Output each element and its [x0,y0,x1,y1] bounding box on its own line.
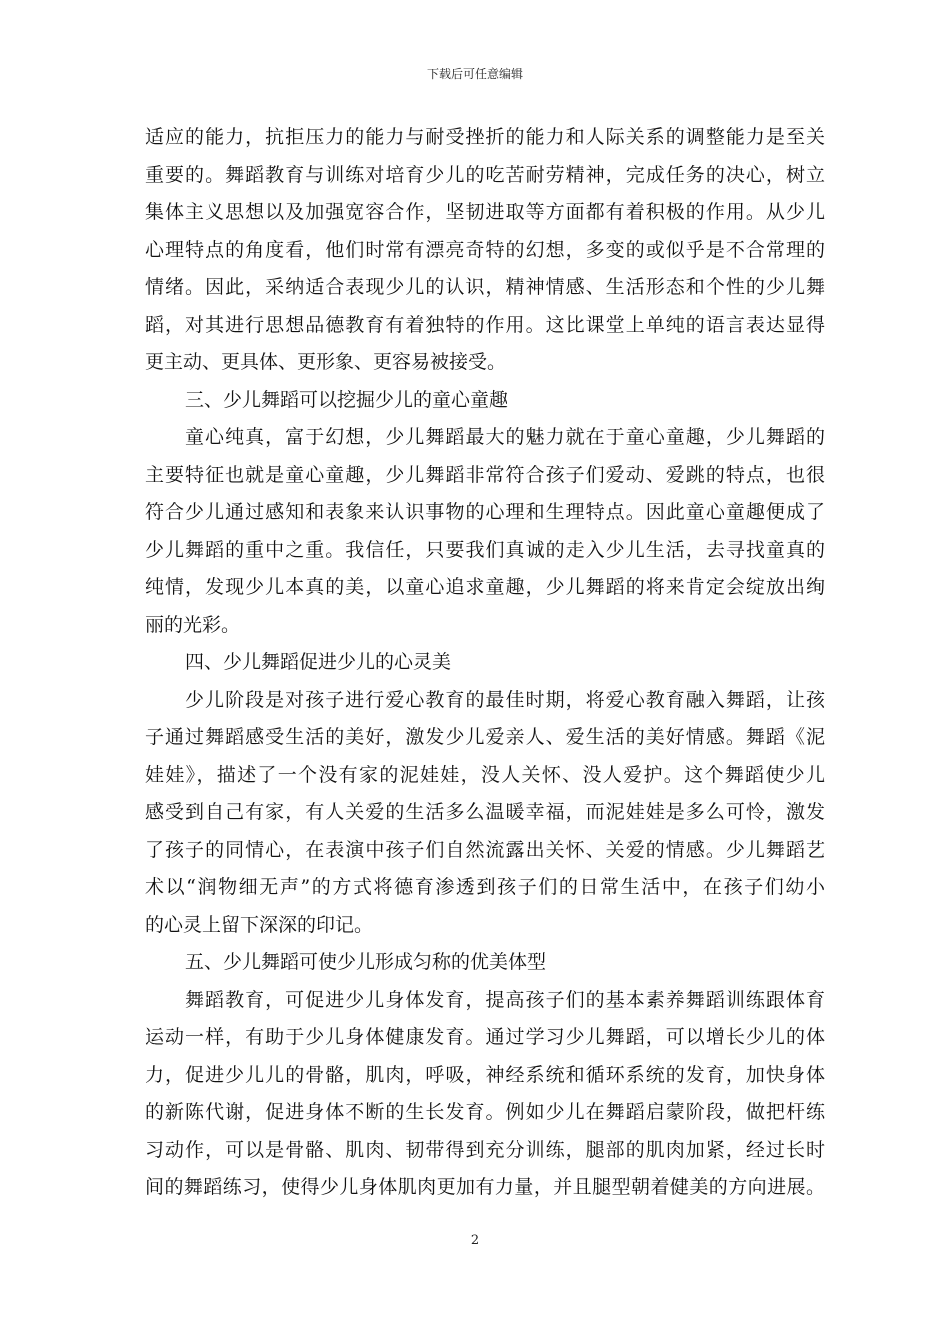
section-heading: 五、少儿舞蹈可使少儿形成匀称的优美体型 [185,951,547,973]
paragraph-line: 符合少儿通过感知和表象来认识事物的心理和生理特点。因此童心童趣便成了 [145,501,825,523]
paragraph-line: 术以“润物细无声”的方式将德育渗透到孩子们的日常生活中，在孩子们幼小 [145,876,825,898]
paragraph-line: 蹈，对其进行思想品德教育有着独特的作用。这比课堂上单纯的语言表达显得 [145,313,825,336]
paragraph-line: 力，促进少儿儿的骨骼，肌肉，呼吸，神经系统和循环系统的发育，加快身体 [145,1063,825,1086]
paragraph-line: 主要特征也就是童心童趣，少儿舞蹈非常符合孩子们爱动、爱跳的特点，也很 [145,463,825,486]
paragraph-line: 情绪。因此，采纳适合表现少儿的认识，精神情感、生活形态和个性的少儿舞 [145,276,825,298]
paragraph-line: 子通过舞蹈感受生活的美好，激发少儿爱亲人、爱生活的美好情感。舞蹈《泥 [145,726,825,748]
paragraph-line: 运动一样，有助于少儿身体健康发育。通过学习少儿舞蹈，可以增长少儿的体 [145,1026,825,1048]
paragraph-line: 少儿阶段是对孩子进行爱心教育的最佳时期，将爱心教育融入舞蹈，让孩 [185,688,825,711]
paragraph-line: 的新陈代谢，促进身体不断的生长发育。例如少儿在舞蹈启蒙阶段，做把杆练 [145,1101,825,1123]
paragraph-line: 舞蹈教育，可促进少儿身体发育，提高孩子们的基本素养舞蹈训练跟体育 [185,988,825,1011]
paragraph-line: 丽的光彩。 [145,613,241,636]
paragraph-line: 娃娃》，描述了一个没有家的泥娃娃，没人关怀、没人爱护。这个舞蹈使少儿 [145,763,825,786]
paragraph-line: 感受到自己有家，有人关爱的生活多么温暖幸福，而泥娃娃是多么可怜，激发 [145,801,825,823]
paragraph-line: 少儿舞蹈的重中之重。我信任，只要我们真诚的走入少儿生活，去寻找童真的 [145,538,825,561]
section-heading: 三、少儿舞蹈可以挖掘少儿的童心童趣 [185,388,509,411]
paragraph-line: 间的舞蹈练习，使得少儿身体肌肉更加有力量，并且腿型朝着健美的方向进展。 [145,1176,825,1198]
paragraph-line: 了孩子的同情心，在表演中孩子们自然流露出关怀、关爱的情感。少儿舞蹈艺 [145,838,825,861]
paragraph-line: 重要的。舞蹈教育与训练对培育少儿的吃苦耐劳精神，完成任务的决心，树立 [145,163,825,186]
page-header: 下载后可任意编辑 [426,67,523,81]
paragraph-line: 适应的能力，抗拒压力的能力与耐受挫折的能力和人际关系的调整能力是至关 [145,126,825,148]
paragraph-line: 更主动、更具体、更形象、更容易被接受。 [145,351,507,373]
paragraph-line: 的心灵上留下深深的印记。 [145,913,374,936]
paragraph-line: 童心纯真，富于幻想，少儿舞蹈最大的魅力就在于童心童趣，少儿舞蹈的 [185,426,825,448]
paragraph-line: 纯情，发现少儿本真的美，以童心追求童趣，少儿舞蹈的将来肯定会绽放出绚 [145,576,825,598]
paragraph-line: 集体主义思想以及加强宽容合作，坚韧进取等方面都有着积极的作用。从少儿 [145,201,825,223]
paragraph-line: 习动作，可以是骨骼、肌肉、韧带得到充分训练，腿部的肌肉加紧，经过长时 [145,1138,825,1161]
page-number: 2 [470,1233,480,1248]
paragraph-line: 心理特点的角度看，他们时常有漂亮奇特的幻想，多变的或似乎是不合常理的 [145,238,825,261]
document-body [145,119,825,1207]
section-heading: 四、少儿舞蹈促进少儿的心灵美 [185,651,452,673]
